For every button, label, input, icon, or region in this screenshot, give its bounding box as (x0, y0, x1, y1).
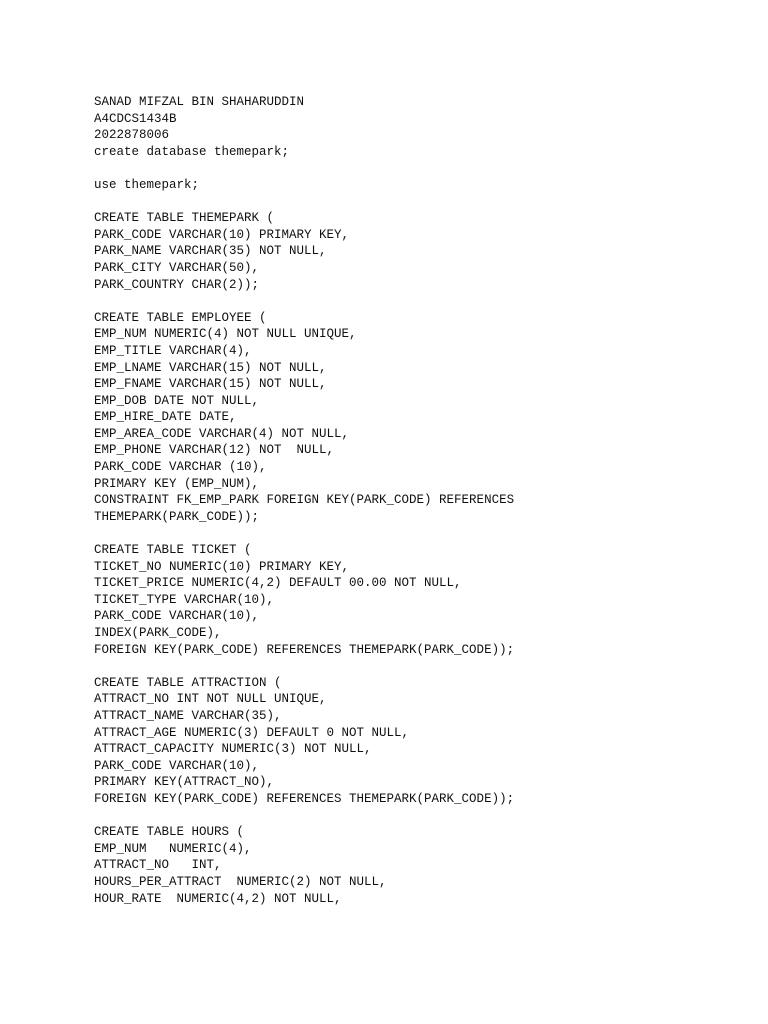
code-line: EMP_HIRE_DATE DATE, (94, 410, 237, 425)
code-line (94, 808, 514, 825)
code-line: PARK_NAME VARCHAR(35) NOT NULL, (94, 244, 327, 259)
code-line: PARK_CODE VARCHAR(10), (94, 758, 260, 773)
code-line: CONSTRAINT FK_EMP_PARK FOREIGN KEY(PARK_CODE) REFERENCES (94, 493, 515, 508)
code-line: TICKET_NO NUMERIC(10) PRIMARY KEY, (94, 559, 350, 574)
code-line (94, 194, 514, 211)
code-line (94, 160, 514, 177)
code-line: create database themepark; (94, 144, 290, 159)
code-line: 2022878006 (94, 128, 170, 143)
code-line: EMP_TITLE VARCHAR(4), (94, 343, 252, 358)
code-line: EMP_FNAME VARCHAR(15) NOT NULL, (94, 377, 327, 392)
code-line: INDEX(PARK_CODE), (94, 626, 222, 640)
code-line: FOREIGN KEY(PARK_CODE) REFERENCES THEMEPARK(PARK_CODE)); (94, 642, 515, 657)
code-line: TICKET_PRICE NUMERIC(4,2) DEFAULT 00.00 NOT NULL, (94, 576, 462, 591)
sql-code-block (94, 94, 514, 907)
code-line: A4CDCS1434B (94, 111, 177, 126)
code-line: PRIMARY KEY (EMP_NUM), (94, 476, 260, 491)
code-line: CREATE TABLE THEMEPARK ( (94, 211, 275, 226)
code-line: PRIMARY KEY(ATTRACT_NO), (94, 775, 275, 790)
code-line: PARK_CITY VARCHAR(50), (94, 260, 260, 275)
code-line: HOURS_PER_ATTRACT NUMERIC(2) NOT NULL, (94, 874, 387, 889)
code-line: EMP_DOB DATE NOT NULL, (94, 393, 260, 408)
code-line: ATTRACT_CAPACITY NUMERIC(3) NOT NULL, (94, 742, 372, 757)
code-line: CREATE TABLE HOURS ( (94, 825, 245, 840)
code-line: ATTRACT_NO INT, (94, 858, 222, 873)
code-line (94, 658, 514, 675)
code-line: HOUR_RATE NUMERIC(4,2) NOT NULL, (94, 891, 342, 906)
code-line: FOREIGN KEY(PARK_CODE) REFERENCES THEMEPARK(PARK_CODE)); (94, 791, 515, 806)
code-line: PARK_CODE VARCHAR(10) PRIMARY KEY, (94, 227, 350, 242)
code-line: CREATE TABLE EMPLOYEE ( (94, 310, 267, 325)
code-line: CREATE TABLE TICKET ( (94, 543, 252, 558)
code-line (94, 293, 514, 310)
code-line: EMP_NUM NUMERIC(4) NOT NULL UNIQUE, (94, 327, 357, 342)
code-line: ATTRACT_NO INT NOT NULL UNIQUE, (94, 692, 327, 707)
code-line: TICKET_TYPE VARCHAR(10), (94, 592, 275, 607)
code-line: PARK_COUNTRY CHAR(2)); (94, 277, 260, 292)
code-line: PARK_CODE VARCHAR (10), (94, 460, 267, 475)
code-line: EMP_PHONE VARCHAR(12) NOT NULL, (94, 443, 335, 458)
code-line: THEMEPARK(PARK_CODE)); (94, 509, 260, 524)
code-line: ATTRACT_AGE NUMERIC(3) DEFAULT 0 NOT NULL, (94, 725, 410, 740)
code-line: SANAD MIFZAL BIN SHAHARUDDIN (94, 95, 305, 109)
code-line: EMP_LNAME VARCHAR(15) NOT NULL, (94, 360, 327, 375)
code-line: CREATE TABLE ATTRACTION ( (94, 675, 282, 690)
code-line: EMP_NUM NUMERIC(4), (94, 841, 252, 856)
code-line: EMP_AREA_CODE VARCHAR(4) NOT NULL, (94, 426, 350, 441)
code-line: PARK_CODE VARCHAR(10), (94, 609, 260, 624)
code-line (94, 525, 514, 542)
code-line: use themepark; (94, 177, 200, 192)
code-line: ATTRACT_NAME VARCHAR(35), (94, 708, 282, 723)
